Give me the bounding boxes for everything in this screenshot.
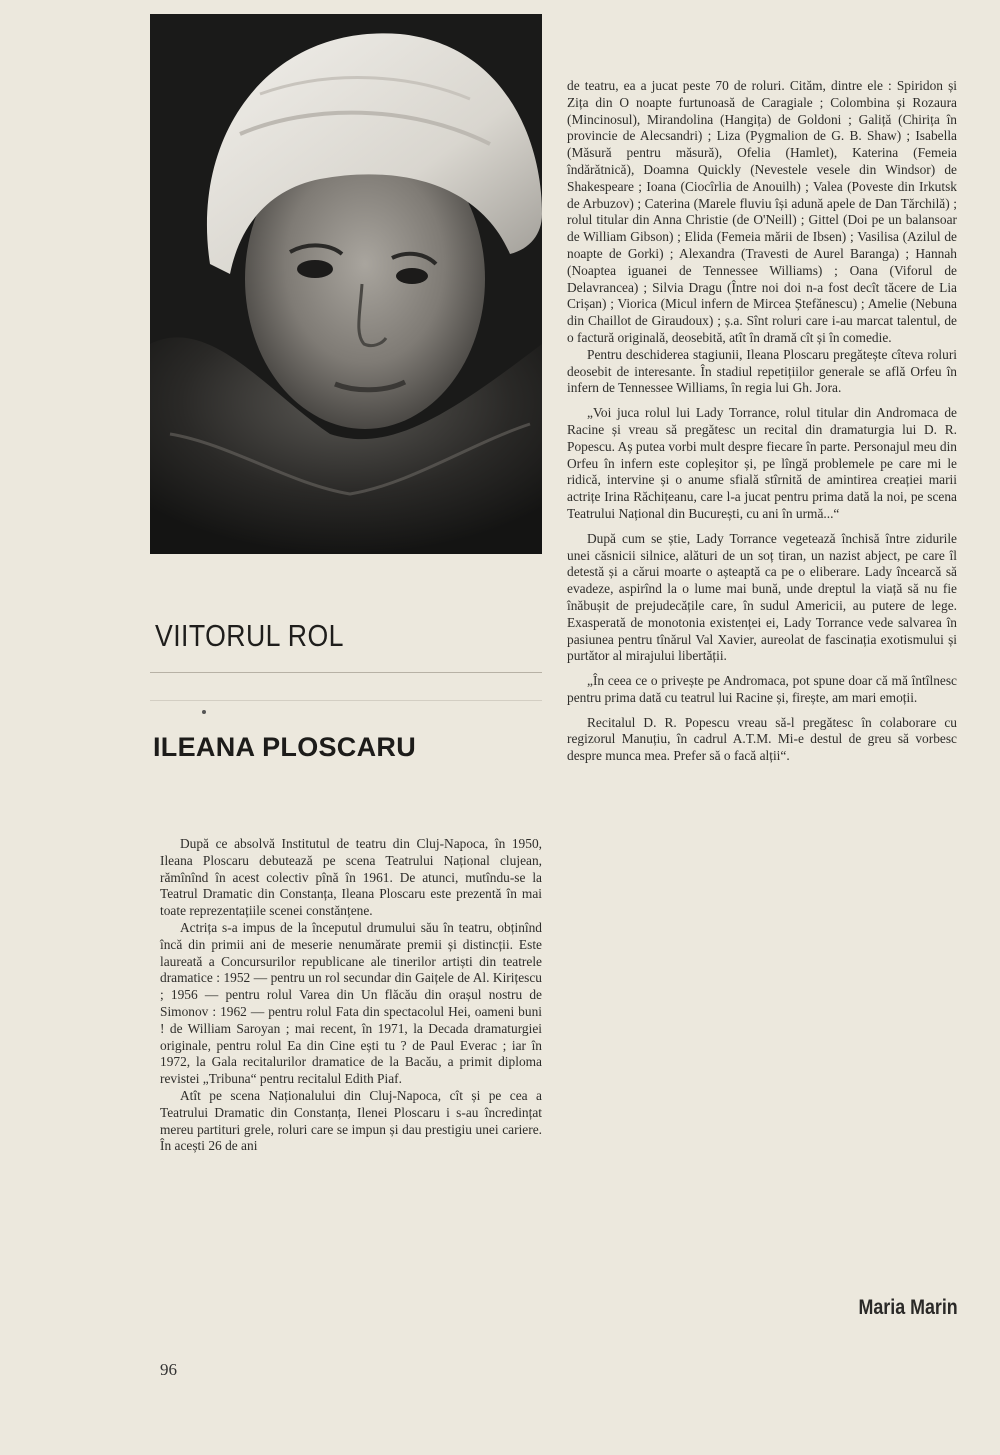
paragraph: După ce absolvă Institutul de teatru din Cluj-Napoca, în 1950, Ileana Ploscaru debutează pe scena Teatrului Național clujean, rămînînd în acest colectiv pînă în 1961. De atunci, mutîndu-se la Teatrul Dramatic din Constanța, Ileana Ploscaru este prezentă în mai toate reprezentațiile scenei constănțene. bbox=[160, 836, 542, 919]
author-signature: Maria Marin bbox=[858, 1296, 958, 1319]
quote-paragraph: „În ceea ce o privește pe Andromaca, pot spune doar că mă întîlnesc pentru prima dată cu teatrul lui Racine și, firește, am mari emoții. bbox=[567, 673, 957, 705]
page-number: 96 bbox=[160, 1360, 177, 1379]
decorative-dot bbox=[202, 710, 206, 714]
paragraph: Pentru deschiderea stagiunii, Ileana Ploscaru pregătește cîteva roluri deosebit de interesante. În stadiul repetițiilor generale se află Orfeu în infern de Tennessee Williams, în regia lui Gh. Jora. bbox=[567, 346, 957, 396]
paragraph: După cum se știe, Lady Torrance vegetează închisă între zidurile unei căsnicii silnice, alături de un soț tiran, un nazist abject, pe care îl detestă și a cărui moarte o așteaptă ca pe o eliberare. Lady încearcă să evadeze, aspirînd la o lume mai bună, unde dreptul la viață să nu fie înăbușit de prejudecățile care, în sudul Americii, au putere de lege. Exasperată de monotonia existenței ei, Lady Torrance vede salvarea în pasiunea pentru tînărul Val Xavier, aureolat de fascinația exotismului și purtător al mirajului libertății. bbox=[567, 530, 957, 664]
left-text-column bbox=[160, 836, 542, 1155]
paragraph: Actrița s-a impus de la începutul drumului său în teatru, obținînd încă din primii ani de meserie nenumărate premii și distincții. Este laureată a Concursurilor republicane ale tinerilor artiști din teatrele dramatice : 1952 — pentru un rol secundar din Gaițele de Al. Kirițescu ; 1956 — pentru rolul Varea din Un flăcău din orașul nostru de Simonov : 1962 — pentru rolul Fata din spectacolul Hei, oameni buni ! de William Saroyan ; mai recent, în 1971, la Decada dramaturgiei originale, pentru rolul Ea din Cine ești tu ? de Paul Everac ; iar în 1972, la Gala recitalurilor dramatice de la Bacău, a primit diploma revistei „Tribuna“ pentru recitalul Edith Piaf. bbox=[160, 919, 542, 1087]
divider bbox=[150, 700, 542, 701]
article-heading: ILEANA PLOSCARU bbox=[153, 732, 417, 762]
paragraph: Atît pe scena Naționalului din Cluj-Napoca, cît și pe cea a Teatrului Dramatic din Constanța, Ilenei Ploscaru i s-au încredințat mereu partituri grele, roluri care se impun și dau prestigiu unei cariere. În acești 26 de ani bbox=[160, 1087, 542, 1154]
section-title: VIITORUL ROL bbox=[155, 618, 344, 653]
portrait-illustration bbox=[150, 14, 542, 554]
paragraph: Recitalul D. R. Popescu vreau să-l pregătesc în colaborare cu regizorul Manuțiu, în cadrul A.T.M. Mi-e destul de greu să vorbesc despre munca mea. Prefer să o facă alții“. bbox=[567, 714, 957, 764]
portrait-photo bbox=[150, 14, 542, 554]
paragraph: de teatru, ea a jucat peste 70 de roluri. Cităm, dintre ele : Spiridon și Zița din O noapte furtunoasă de Caragiale ; Colombina și Rozaura (Mincinosul), Mirandolina (Hangița) de Goldoni ; Galiță (Chirița în provincie de Alecsandri) ; Liza (Pygmalion de G. B. Shaw) ; Isabella (Măsură pentru măsură), Ofelia (Hamlet), Katerina (Femeia îndărătnică), Doamna Quickly (Nevestele vesele din Windsor) de Shakespeare ; Ioana (Ciocîrlia de Anouilh) ; Valea (Poveste din Irkutsk de Arbuzov) ; Caterina (Marele fluviu își adună apele de Dan Tărchilă) ; rolul titular din Anna Christie (de O'Neill) ; Gittel (Doi pe un balansoar de William Gibson) ; Elida (Femeia mării de Ibsen) ; Vasilisa (Azilul de noapte de Gorki) ; Alexandra (Travesti de Aurel Baranga) ; Hannah (Noaptea iguanei de Tennessee Williams) ; Oana (Viforul de Delavrancea) ; Silvia Dragu (Între noi doi n-a fost decît tăcere de Lia Crișan) ; Viorica (Micul infern de Mircea Ștefănescu) ; Amelie (Nebuna din Chaillot de Giraudoux) ; ș.a. Sînt roluri care i-au marcat talentul, de o factură originală, deosebită, atît în dramă cît și în comedie. bbox=[567, 78, 957, 345]
right-text-column bbox=[567, 78, 957, 765]
quote-paragraph: „Voi juca rolul lui Lady Torrance, rolul titular din Andromaca de Racine și vreau să pregătesc un recital din dramaturgia lui D. R. Popescu. Aș putea vorbi mult despre fiecare în parte. Personajul meu din Orfeu în infern este copleșitor și, pe lîngă problemele pe care mi le ridică, intervine și o anume sfială stîrnită de amintirea creației marii actrițe Irina Răchițeanu, care l-a jucat pentru prima dată la noi, pe scena Teatrului Național din București, cu ani în urmă...“ bbox=[567, 405, 957, 521]
divider bbox=[150, 672, 542, 673]
